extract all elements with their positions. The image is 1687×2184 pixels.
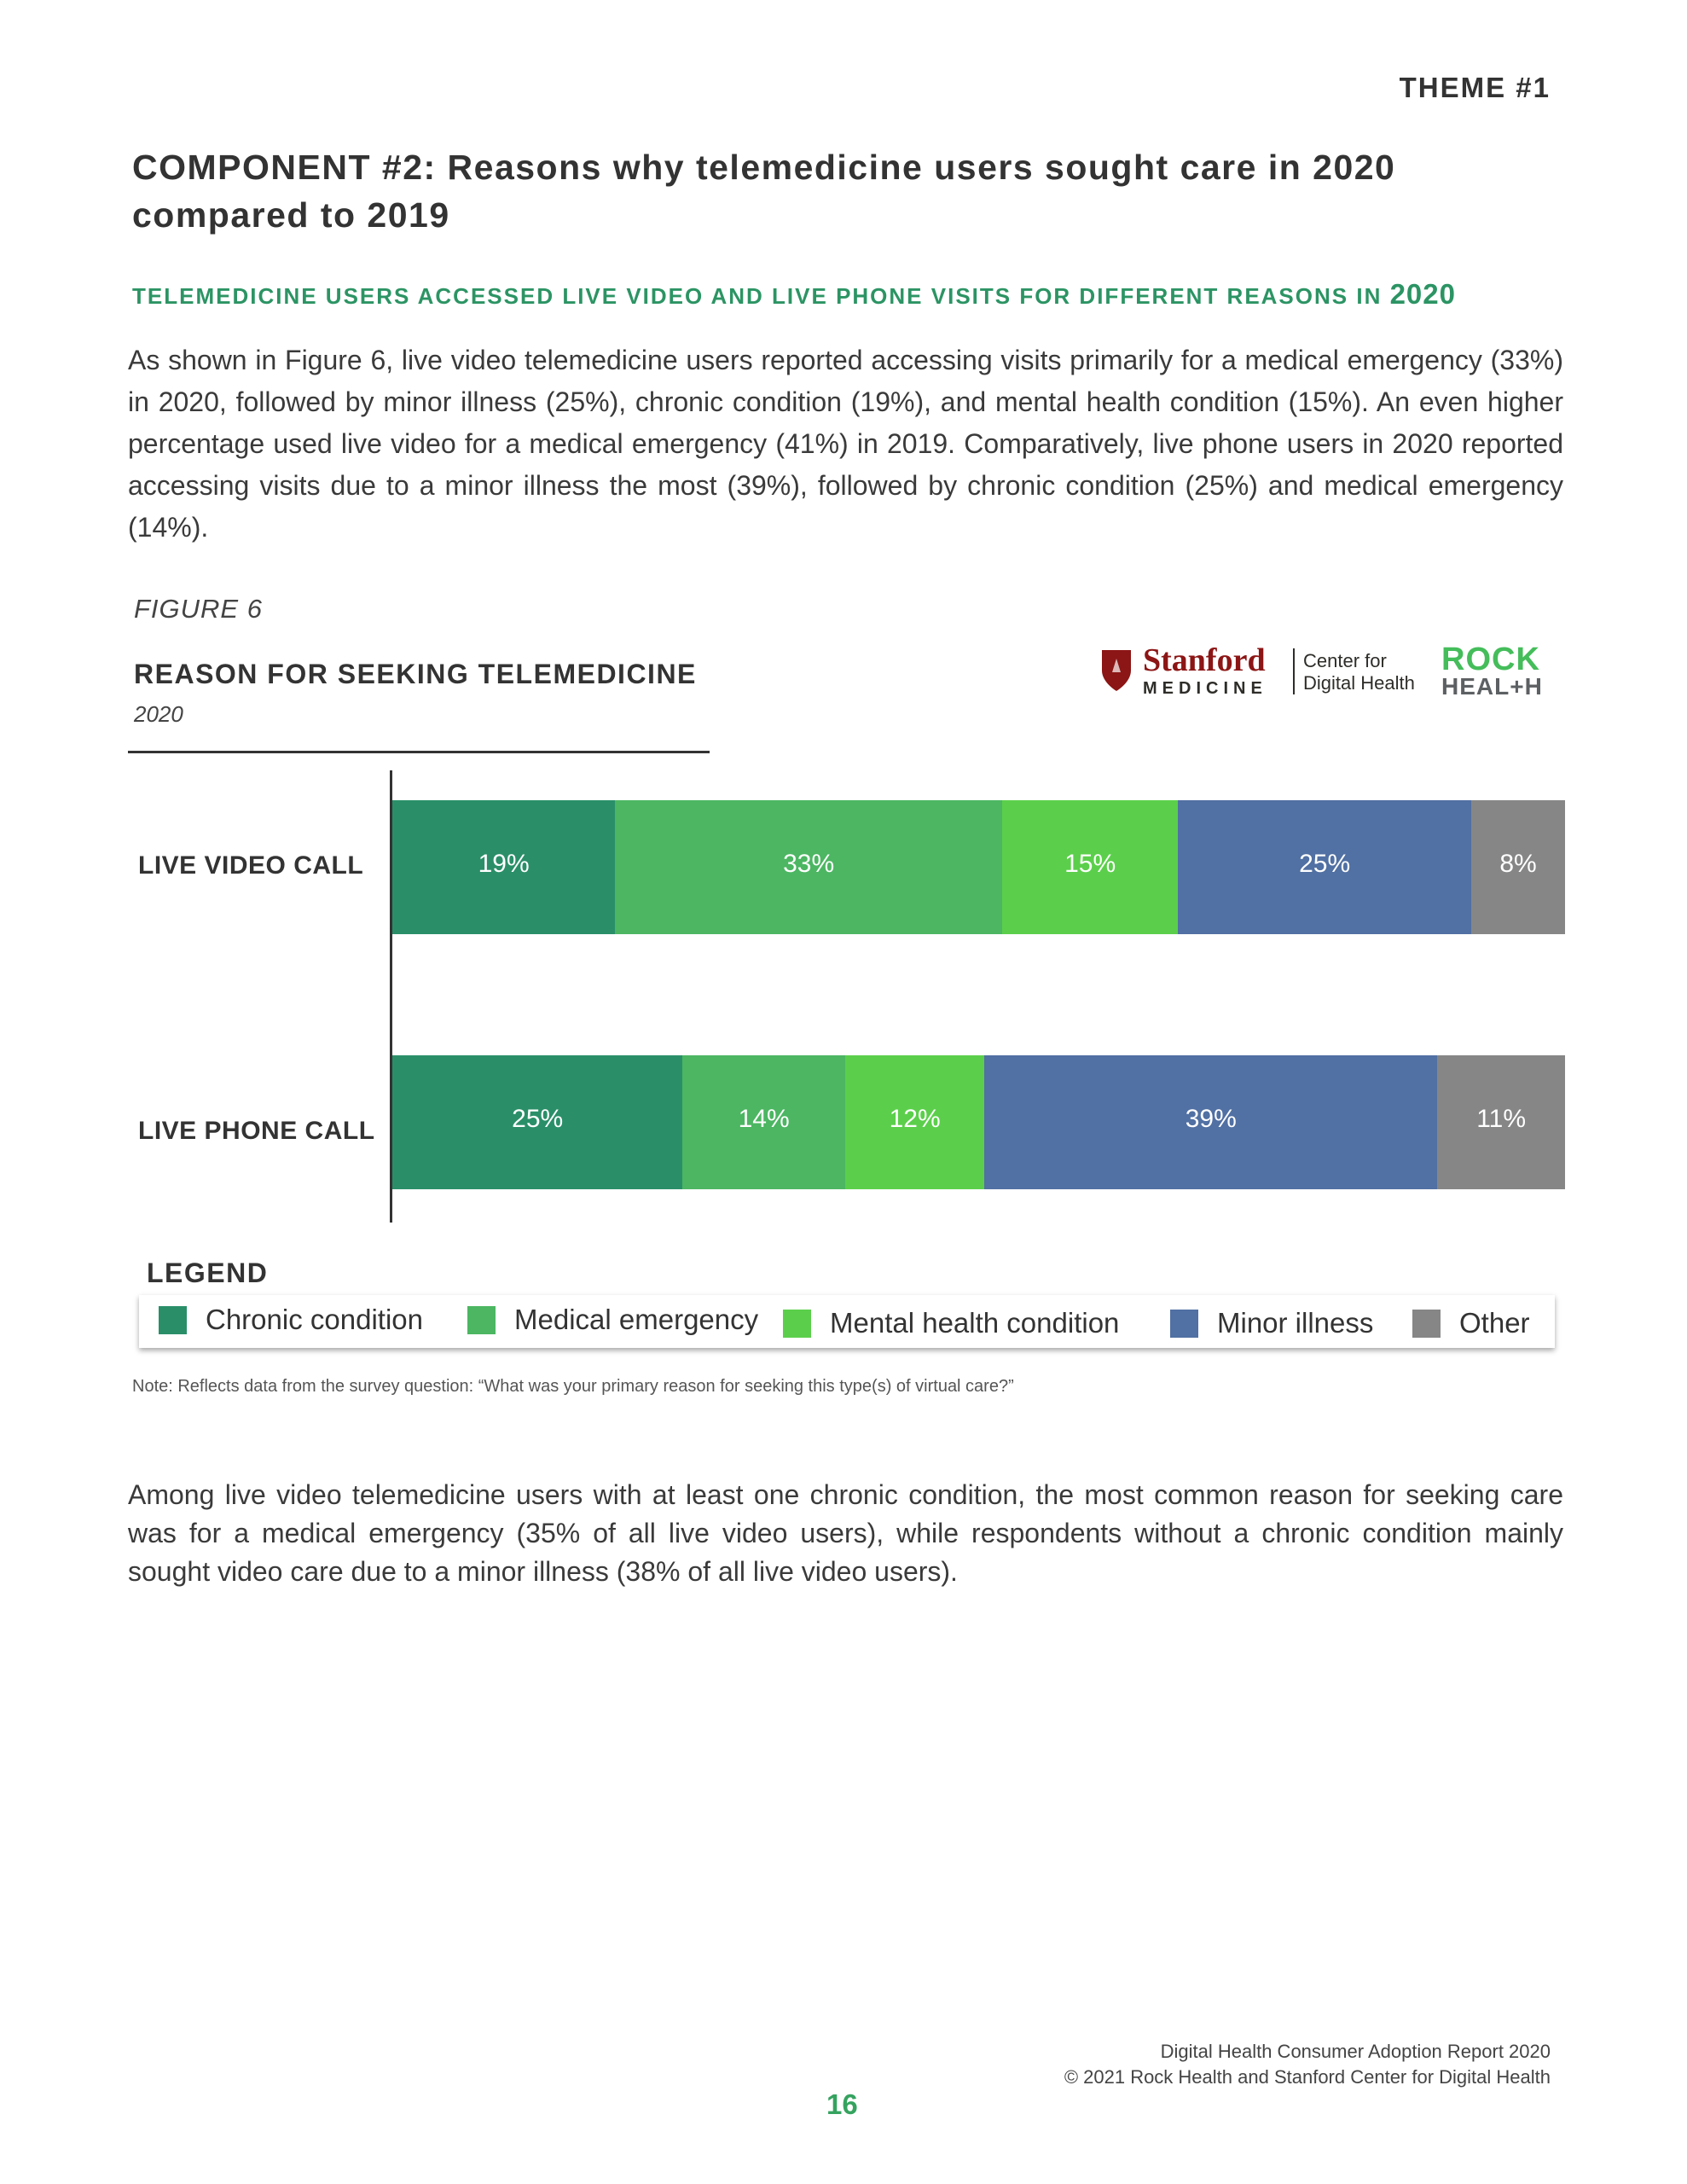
legend-item-mental-health bbox=[783, 1307, 1119, 1339]
data-label: 15% bbox=[1064, 849, 1116, 878]
figure-label: FIGURE 6 bbox=[134, 594, 263, 624]
rock-health-logo bbox=[1441, 643, 1543, 698]
legend-label-minor-illness: Minor illness bbox=[1217, 1307, 1374, 1339]
section-title bbox=[132, 143, 1412, 239]
medicine-wordmark: MEDICINE bbox=[1143, 679, 1267, 698]
bar-segment-minor-illness bbox=[1178, 800, 1471, 934]
data-label: 14% bbox=[738, 1104, 790, 1133]
section-title-line-1: COMPONENT #2: Reasons why telemedicine users sought care in 2020 bbox=[132, 148, 1396, 187]
data-label: 33% bbox=[783, 849, 835, 878]
row-label-live-phone: LIVE PHONE CALL bbox=[138, 1117, 375, 1145]
chart-subtitle: 2020 bbox=[134, 701, 183, 727]
partner-logos bbox=[1100, 642, 1578, 708]
bar-segment-chronic bbox=[392, 1055, 682, 1189]
legend-label-other: Other bbox=[1459, 1307, 1530, 1339]
legend-item-medical-emergency bbox=[467, 1304, 758, 1336]
bar-segment-other bbox=[1437, 1055, 1565, 1189]
page-number: 16 bbox=[826, 2088, 858, 2120]
bar-segment-minor-illness bbox=[984, 1055, 1437, 1189]
bar-segment-mental-health bbox=[845, 1055, 984, 1189]
bar-segment-medical-emergency bbox=[682, 1055, 845, 1189]
legend-item-other bbox=[1412, 1307, 1530, 1339]
body-paragraph-1: As shown in Figure 6, live video telemedicine users reported accessing visits primarily for a medical emergency (33%) in 2020, followed by minor illness (25%), chronic condition (19%), and mental health condition (15%). An even higher percentage used live video for a medical emergency (41%) in 2019. Comparatively, live phone users in 2020 reported accessing visits due to a minor illness the most (39%), followed by chronic condition (25%) and medical emergency (14%). bbox=[128, 345, 1563, 543]
subheading-text: TELEMEDICINE USERS ACCESSED LIVE VIDEO AND LIVE PHONE VISITS FOR DIFFERENT REASONS IN bbox=[132, 283, 1383, 309]
footer-report-title: Digital Health Consumer Adoption Report 2020 bbox=[1160, 2041, 1551, 2062]
legend-title: LEGEND bbox=[147, 1258, 269, 1288]
bar-segment-mental-health bbox=[1002, 800, 1178, 934]
subheading bbox=[132, 278, 1456, 311]
section-title-line-2: compared to 2019 bbox=[132, 195, 450, 235]
chart-title: REASON FOR SEEKING TELEMEDICINE bbox=[134, 659, 697, 689]
subheading-year: 2020 bbox=[1389, 278, 1456, 310]
legend-swatch-minor-illness bbox=[1170, 1310, 1198, 1338]
data-label: 25% bbox=[1299, 849, 1351, 878]
footer-copyright: © 2021 Rock Health and Stanford Center for Digital Health bbox=[1064, 2066, 1551, 2088]
center-line-1: Center for bbox=[1303, 650, 1387, 671]
health-wordmark: HEAL+H bbox=[1441, 673, 1543, 700]
row-label-live-video: LIVE VIDEO CALL bbox=[138, 851, 364, 880]
legend-item-minor-illness bbox=[1170, 1307, 1373, 1339]
legend-swatch-mental-health bbox=[783, 1310, 811, 1338]
data-label: 12% bbox=[889, 1104, 941, 1133]
bar-live-video bbox=[392, 800, 1565, 934]
legend-label-mental-health: Mental health condition bbox=[830, 1307, 1120, 1339]
data-label: 25% bbox=[512, 1104, 564, 1133]
title-underline bbox=[128, 751, 710, 753]
rock-wordmark: ROCK bbox=[1441, 642, 1540, 677]
bar-segment-medical-emergency bbox=[615, 800, 1002, 934]
bar-segment-chronic bbox=[392, 800, 615, 934]
data-label: 11% bbox=[1476, 1104, 1527, 1133]
logo-divider bbox=[1293, 648, 1295, 694]
legend-swatch-medical-emergency bbox=[467, 1306, 496, 1334]
stanford-shield-icon bbox=[1100, 648, 1133, 693]
data-label: 8% bbox=[1499, 849, 1537, 878]
center-digital-health-logo bbox=[1303, 650, 1415, 694]
figure-note: Note: Reflects data from the survey question: “What was your primary reason for seeking this type(s) of virtual care?” bbox=[132, 1377, 1014, 1396]
legend-swatch-other bbox=[1412, 1310, 1441, 1338]
legend-item-chronic bbox=[159, 1304, 423, 1336]
center-line-2: Digital Health bbox=[1303, 672, 1415, 694]
data-label: 19% bbox=[478, 849, 530, 878]
legend-swatch-chronic bbox=[159, 1306, 187, 1334]
data-label: 39% bbox=[1185, 1104, 1237, 1133]
bar-live-phone bbox=[392, 1055, 1565, 1189]
stanford-wordmark: Stanford bbox=[1143, 642, 1266, 678]
theme-label: THEME #1 bbox=[1399, 72, 1551, 103]
legend-label-medical-emergency: Medical emergency bbox=[514, 1304, 759, 1335]
body-paragraph-2: Among live video telemedicine users with at least one chronic condition, the most common reason for seeking care was for a medical emergency (35% of all live video users), while respondents without a chronic condition mainly sought video care due to a minor illness (38% of all live video users). bbox=[128, 1479, 1563, 1587]
legend-label-chronic: Chronic condition bbox=[206, 1304, 423, 1335]
bar-segment-other bbox=[1471, 800, 1565, 934]
